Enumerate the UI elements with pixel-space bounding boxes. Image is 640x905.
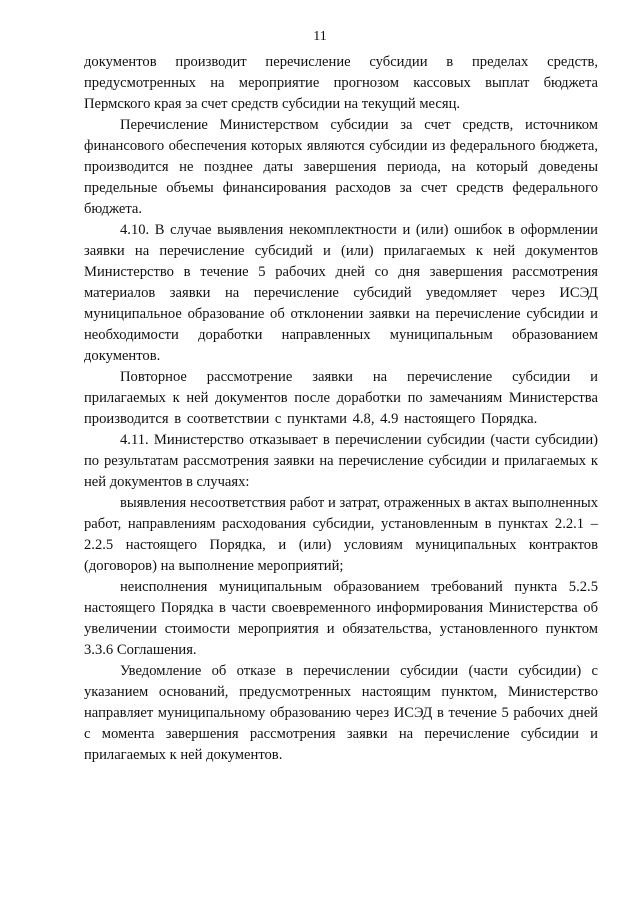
paragraph-federal-transfer: Перечисление Министерством субсидии за счет средств, источником финансового обеспечения которых являются субсидии из федерального бюджета, производится не позднее даты завершения периода, на который доведены предельные объемы финансирования расходов за счет средств федерального бюджета. (84, 117, 598, 217)
paragraph-resubmission: Повторное рассмотрение заявки на перечисление субсидии и прилагаемых к ней документов после доработки по замечаниям Министерства производится в соответствии с пунктами 4.8, 4.9 настоящего Порядка. (84, 369, 598, 427)
paragraph-refusal-notice: Уведомление об отказе в перечислении субсидии (части субсидии) с указанием оснований, предусмотренных настоящим пунктом, Министерство направляет муниципальному образованию через ИСЭД в течение 5 рабочих дней с момента завершения рассмотрения заявки на перечисление субсидии и прилагаемых к ней документов. (84, 663, 598, 763)
paragraph-continuation: документов производит перечисление субсидии в пределах средств, предусмотренных на мероприятие прогнозом кассовых выплат бюджета Пермского края за счет средств субсидии на текущий месяц. (84, 54, 598, 112)
page-number: 11 (313, 29, 327, 44)
document-body (84, 52, 598, 766)
paragraph-refusal-reason-1: выявления несоответствия работ и затрат, отраженных в актах выполненных работ, направлениям расходования субсидии, установленным в пунктах 2.2.1 – 2.2.5 настоящего Порядка, и (или) условиям муниципальных контрактов (договоров) на выполнение мероприятий; (84, 495, 598, 574)
paragraph-refusal-reason-2: неисполнения муниципальным образованием требований пункта 5.2.5 настоящего Порядка в части своевременного информирования Министерства об увеличении стоимости мероприятия и обязательства, установленного пунктом 3.3.6 Соглашения. (84, 579, 598, 658)
paragraph-clause-4-11: 4.11. Министерство отказывает в перечислении субсидии (части субсидии) по результатам рассмотрения заявки на перечисление субсидии и прилагаемых к ней документов в случаях: (84, 432, 598, 490)
paragraph-clause-4-10: 4.10. В случае выявления некомплектности и (или) ошибок в оформлении заявки на перечисление субсидий и (или) прилагаемых к ней документов Министерство в течение 5 рабочих дней со дня завершения рассмотрения материалов заявки на перечисление субсидий уведомляет через ИСЭД муниципальное образование об отклонении заявки на перечисление субсидии и необходимости доработки направленных муниципальным образованием документов. (84, 222, 598, 364)
